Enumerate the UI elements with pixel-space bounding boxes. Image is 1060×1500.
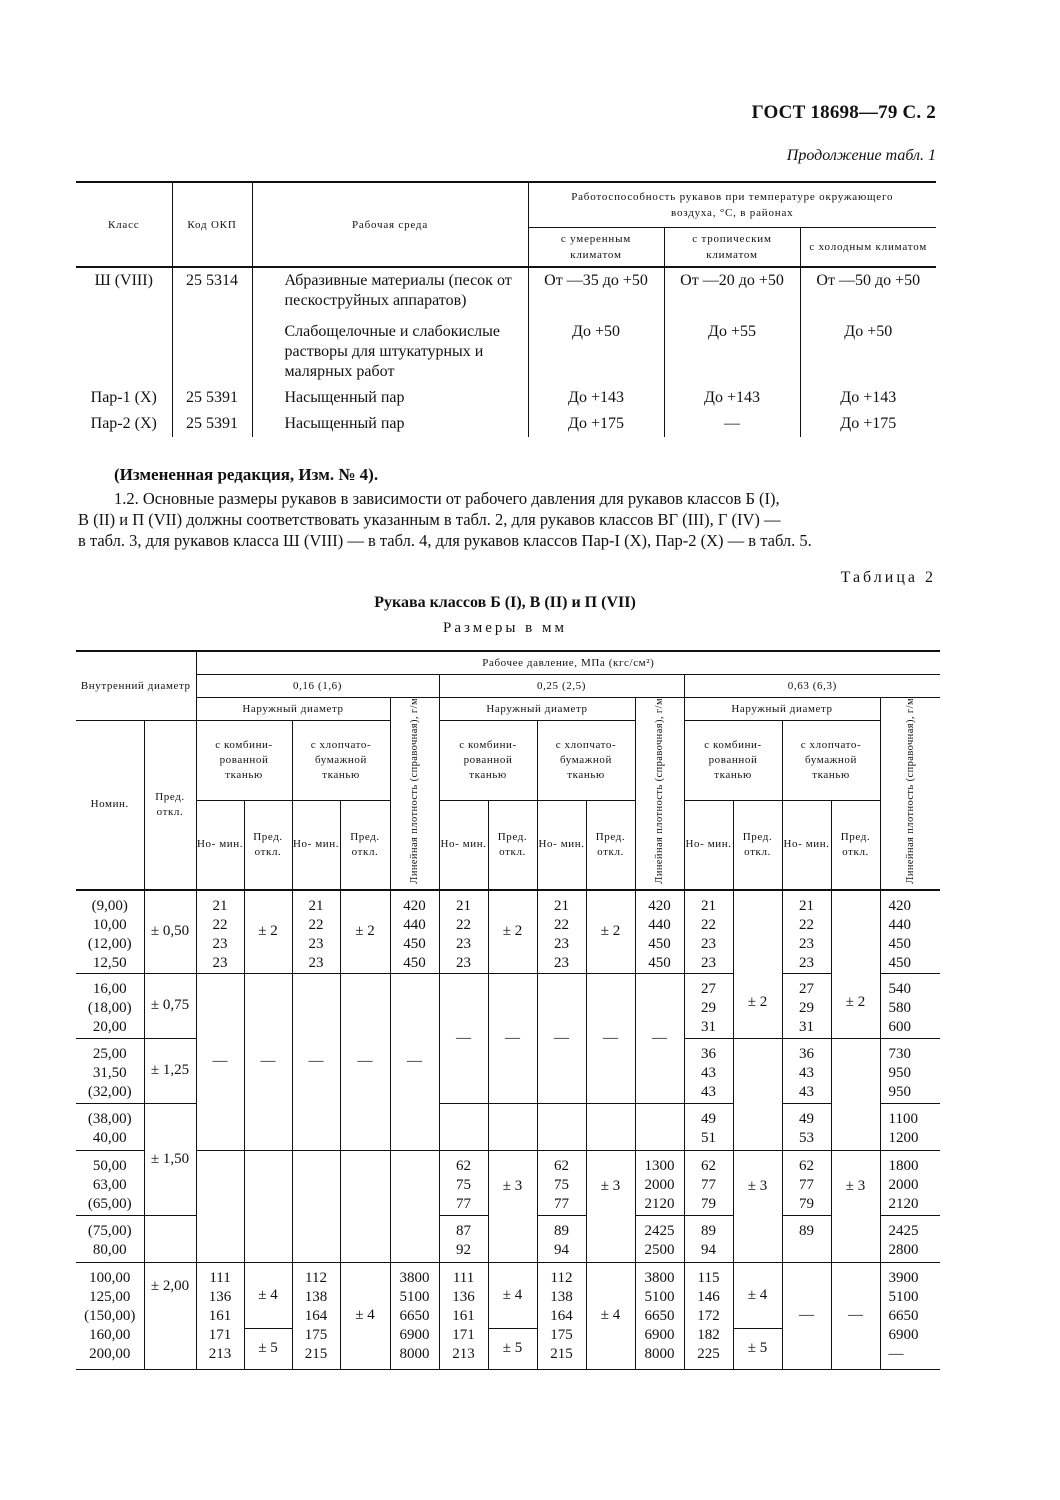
cell-dash: — [292, 973, 340, 1150]
cell-value: 49 53 [782, 1103, 831, 1150]
header-tolerance: Пред. откл. [488, 800, 537, 890]
header-nominal: Номин. [76, 721, 144, 890]
cell-temp: От —35 до +50 [528, 267, 664, 314]
cell-value: 115 146 172 182 225 [684, 1262, 733, 1369]
cell-env: Слабощелочные и слабокислые растворы для штукатурных и малярных работ [252, 314, 528, 385]
header-tropical: с тропическим климатом [664, 228, 800, 268]
cell-value: 62 77 79 [684, 1150, 733, 1215]
cell-tolerance: ± 2,00 [144, 1262, 196, 1369]
table-row [76, 267, 936, 314]
cell-tolerance: ± 2 [733, 890, 782, 1039]
header-density: Линейная плотность (справочная), г/м [880, 698, 940, 890]
header-pressure-063: 0,63 (6,3) [684, 675, 940, 698]
paragraph-line: в табл. 3, для рукавов класса Ш (VIII) — в табл. 4, для рукавов классов Пар-I (X), Пар-2 (X) — в табл. 5. [78, 531, 812, 550]
cell-nominal: 25,00 31,50 (32,00) [76, 1038, 144, 1103]
amendment-note: (Измененная редакция, Изм. № 4). [114, 465, 379, 484]
cell-tolerance: ± 3 [586, 1150, 635, 1262]
table-2-units: Размеры в мм [442, 620, 567, 636]
cell-empty [537, 1103, 586, 1150]
cell-empty [196, 1150, 244, 1262]
cell-class [76, 314, 172, 385]
cell-dash: — [586, 973, 635, 1103]
cell-env: Абразивные материалы (песок от пескоструйных аппаратов) [252, 267, 528, 314]
header-tolerance: Пред. откл. [340, 800, 390, 890]
cell-density: 420 440 450 450 [390, 890, 439, 974]
cell-nominal: (38,00) 40,00 [76, 1103, 144, 1150]
cell-value: 89 [782, 1215, 831, 1262]
cell-value: 21 22 23 23 [292, 890, 340, 974]
cell-empty [340, 1150, 390, 1262]
header-nominal: Но- мин. [782, 800, 831, 890]
cell-temp: — [664, 411, 800, 437]
cell-nominal: 50,00 63,00 (65,00) [76, 1150, 144, 1215]
table-continuation-note: Продолжение табл. 1 [786, 147, 936, 164]
cell-tolerance: ± 2 [340, 890, 390, 974]
cell-dash: — [439, 973, 488, 1103]
cell-tolerance: ± 5 [488, 1328, 537, 1369]
cell-temp: До +175 [528, 411, 664, 437]
cell-density: 3800 5100 6650 6900 8000 [390, 1262, 439, 1369]
cell-tolerance: ± 0,50 [144, 890, 196, 974]
cell-code: 25 5314 [172, 267, 252, 314]
table-2-label: Таблица 2 [840, 569, 936, 586]
cell-nominal: (75,00) 80,00 [76, 1215, 144, 1262]
cell-density: 1300 2000 2120 [635, 1150, 684, 1215]
table-row [76, 314, 936, 385]
table-row [76, 411, 936, 437]
cell-dash: — [782, 1262, 831, 1369]
cell-tolerance: ± 4 [586, 1262, 635, 1369]
header-tolerance: Пред. откл. [733, 800, 782, 890]
cell-tolerance: ± 2 [831, 890, 880, 1039]
cell-empty [144, 1215, 196, 1262]
header-tolerance: Пред. откл. [144, 721, 196, 890]
cell-empty [439, 1103, 488, 1150]
header-combined: с комбини- рованной тканью [684, 721, 782, 801]
cell-dash: — [340, 973, 390, 1150]
cell-code: 25 5391 [172, 411, 252, 437]
paragraph-line: В (II) и П (VII) должны соответствовать указанным в табл. 2, для рукавов классов ВГ (III), Г (IV) — [78, 510, 781, 529]
cell-value: 27 29 31 [684, 973, 733, 1038]
header-tolerance: Пред. откл. [244, 800, 292, 890]
cell-temp: От —50 до +50 [800, 267, 936, 314]
paragraph-1-2 [78, 488, 936, 551]
cell-empty [831, 1038, 880, 1150]
cell-dash: — [244, 973, 292, 1150]
cell-nominal: (9,00) 10,00 (12,00) 12,50 [76, 890, 144, 974]
cell-value: 21 22 23 23 [782, 890, 831, 974]
cell-temp: До +143 [528, 385, 664, 411]
header-combined: с комбини- рованной тканью [439, 721, 537, 801]
header-pressure: Рабочее давление, МПа (кгс/см²) [196, 651, 940, 675]
cell-value: 87 92 [439, 1215, 488, 1262]
cell-density: 420 440 450 450 [880, 890, 940, 974]
cell-class: Ш (VIII) [94, 272, 153, 289]
cell-tolerance: ± 2 [244, 890, 292, 974]
table-2 [76, 650, 940, 1370]
header-nominal: Но- мин. [684, 800, 733, 890]
header-nominal: Но- мин. [439, 800, 488, 890]
cell-dash: — [831, 1262, 880, 1369]
cell-value: 89 94 [537, 1215, 586, 1262]
cell-density: 540 580 600 [880, 973, 940, 1038]
cell-value: 21 22 23 23 [196, 890, 244, 974]
cell-empty [390, 1150, 439, 1262]
table-row [76, 1262, 940, 1328]
header-pressure-025: 0,25 (2,5) [439, 675, 684, 698]
header-density: Линейная плотность (справочная), г/м [390, 698, 439, 890]
cell-dash: — [390, 973, 439, 1150]
cell-nominal: 100,00 125,00 (150,00) 160,00 200,00 [76, 1262, 144, 1369]
cell-density: 3900 5100 6650 6900 — [880, 1262, 940, 1369]
cell-value: 62 75 77 [439, 1150, 488, 1215]
cell-value: 49 51 [684, 1103, 733, 1150]
cell-dash: — [537, 973, 586, 1103]
cell-tolerance: ± 5 [244, 1328, 292, 1369]
cell-density: 2425 2500 [635, 1215, 684, 1262]
cell-empty [733, 1038, 782, 1150]
cell-tolerance: ± 5 [733, 1328, 782, 1369]
header-inner-diameter: Внутренний диаметр [76, 651, 196, 721]
header-tolerance: Пред. откл. [586, 800, 635, 890]
header-code: Код ОКП [172, 182, 252, 267]
cell-empty [244, 1150, 292, 1262]
header-nominal: Но- мин. [292, 800, 340, 890]
cell-value: 62 75 77 [537, 1150, 586, 1215]
cell-density: 1800 2000 2120 [880, 1150, 940, 1215]
cell-tolerance: ± 1,25 [144, 1038, 196, 1103]
header-outer-diameter: Наружный диаметр [439, 698, 635, 721]
cell-empty [488, 1103, 537, 1150]
cell-value: 112 138 164 175 215 [292, 1262, 340, 1369]
cell-empty [635, 1103, 684, 1150]
cell-tolerance: ± 2 [586, 890, 635, 974]
header-env: Рабочая среда [252, 182, 528, 267]
cell-tolerance: ± 4 [340, 1262, 390, 1369]
table-row [76, 1150, 940, 1215]
header-outer-diameter: Наружный диаметр [196, 698, 390, 721]
header-outer-diameter: Наружный диаметр [684, 698, 880, 721]
cell-value: 111 136 161 171 213 [439, 1262, 488, 1369]
header-nominal: Но- мин. [537, 800, 586, 890]
cell-tolerance: ± 3 [831, 1150, 880, 1262]
cell-tolerance: ± 4 [488, 1262, 537, 1328]
cell-temp: До +143 [800, 385, 936, 411]
cell-class: Пар-1 (X) [90, 389, 157, 406]
cell-tolerance: ± 3 [733, 1150, 782, 1262]
cell-tolerance: ± 4 [733, 1262, 782, 1328]
cell-value: 112 138 164 175 215 [537, 1262, 586, 1369]
cell-value: 89 94 [684, 1215, 733, 1262]
cell-temp: До +55 [664, 314, 800, 385]
cell-temp: До +50 [800, 314, 936, 385]
cell-value: 21 22 23 23 [684, 890, 733, 974]
cell-temp: До +50 [528, 314, 664, 385]
header-pressure-016: 0,16 (1,6) [196, 675, 439, 698]
table-row [76, 973, 940, 1038]
cell-value: 36 43 43 [684, 1038, 733, 1103]
cell-density: 3800 5100 6650 6900 8000 [635, 1262, 684, 1369]
cell-density: 2425 2800 [880, 1215, 940, 1262]
header-density: Линейная плотность (справочная), г/м [635, 698, 684, 890]
header-performance: Работоспособность рукавов при температуре окружающего воздуха, °С, в районах [528, 182, 936, 228]
cell-env: Насыщенный пар [252, 411, 528, 437]
cell-code: 25 5391 [172, 385, 252, 411]
cell-value: 27 29 31 [782, 973, 831, 1038]
cell-dash: — [635, 973, 684, 1103]
cell-density: 730 950 950 [880, 1038, 940, 1103]
cell-value: 21 22 23 23 [439, 890, 488, 974]
cell-temp: От —20 до +50 [664, 267, 800, 314]
cell-tolerance: ± 4 [244, 1262, 292, 1328]
table-2-title: Рукава классов Б (I), В (II) и П (VII) [374, 594, 636, 611]
header-temperate: с умеренным климатом [528, 228, 664, 268]
table-row [76, 385, 936, 411]
cell-nominal: 16,00 (18,00) 20,00 [76, 973, 144, 1038]
header-cotton: с хлопчато- бумажной тканью [292, 721, 390, 801]
cell-value: 21 22 23 23 [537, 890, 586, 974]
page-header: ГОСТ 18698—79 С. 2 [751, 102, 936, 123]
cell-dash: — [196, 973, 244, 1150]
cell-class: Пар-2 (X) [90, 415, 157, 432]
cell-tolerance: ± 2 [488, 890, 537, 974]
cell-code [172, 314, 252, 385]
paragraph-line: 1.2. Основные размеры рукавов в зависимости от рабочего давления для рукавов классов Б (I), [114, 489, 780, 508]
header-cotton: с хлопчато- бумажной тканью [782, 721, 880, 801]
cell-tolerance: ± 1,50 [144, 1103, 196, 1215]
cell-temp: До +143 [664, 385, 800, 411]
cell-value: 111 136 161 171 213 [196, 1262, 244, 1369]
cell-empty [292, 1150, 340, 1262]
header-nominal: Но- мин. [196, 800, 244, 890]
cell-temp: До +175 [800, 411, 936, 437]
cell-value: 36 43 43 [782, 1038, 831, 1103]
cell-density: 420 440 450 450 [635, 890, 684, 974]
table-row [76, 890, 940, 974]
header-tolerance: Пред. откл. [831, 800, 880, 890]
header-class: Класс [76, 182, 172, 267]
header-combined: с комбини- рованной тканью [196, 721, 292, 801]
cell-value: 62 77 79 [782, 1150, 831, 1215]
cell-tolerance: ± 0,75 [144, 973, 196, 1038]
cell-empty [586, 1103, 635, 1150]
table-1-continuation [76, 181, 936, 437]
cell-tolerance: ± 3 [488, 1150, 537, 1262]
header-cotton: с хлопчато- бумажной тканью [537, 721, 635, 801]
cell-env: Насыщенный пар [252, 385, 528, 411]
cell-density: 1100 1200 [880, 1103, 940, 1150]
header-cold: с холодным климатом [800, 228, 936, 268]
cell-dash: — [488, 973, 537, 1103]
